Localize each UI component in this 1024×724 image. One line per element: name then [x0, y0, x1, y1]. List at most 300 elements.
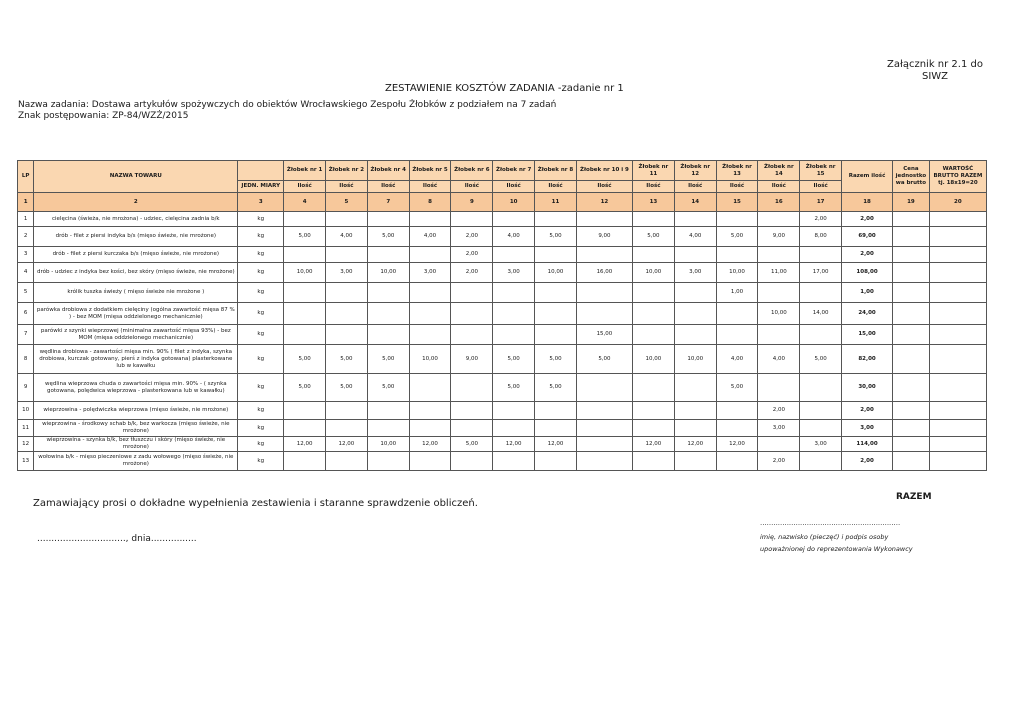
total-value-header: WARTOŚĆ BRUTTO RAZEM tj. 18x19=20	[929, 161, 986, 193]
cost-table	[17, 160, 987, 471]
table-row	[18, 345, 987, 374]
row-qty-cell	[326, 402, 368, 420]
lp-header: LP	[18, 161, 34, 193]
page-title: ZESTAWIENIE KOSZTÓW ZADANIA -zadanie nr 1	[385, 83, 624, 94]
row-qty-cell	[451, 325, 493, 345]
nursery-header: Żłobek nr 7	[493, 161, 535, 181]
row-qty-cell	[493, 247, 535, 263]
row-value-cell[interactable]	[929, 283, 986, 303]
row-qty-cell: 3,00	[326, 263, 368, 283]
row-qty-cell	[632, 402, 674, 420]
row-qty-cell: 5,00	[326, 374, 368, 402]
row-qty-cell	[451, 452, 493, 471]
row-qty-cell: 5,00	[493, 345, 535, 374]
col-number: 14	[674, 193, 716, 212]
row-qty-cell: 5,00	[632, 227, 674, 247]
col-number: 13	[632, 193, 674, 212]
row-qty-cell: 5,00	[367, 374, 409, 402]
row-qty-cell	[632, 303, 674, 325]
row-qty-cell	[451, 402, 493, 420]
row-qty-cell	[493, 303, 535, 325]
row-qty-cell: 2,00	[800, 212, 842, 227]
row-qty-cell	[535, 247, 577, 263]
row-qty-cell	[409, 402, 451, 420]
row-name: wieprzowina - polędwiczka wieprzowa (mięso świeże, nie mrożone)	[34, 402, 238, 420]
row-qty-cell	[758, 325, 800, 345]
row-qty-cell	[326, 452, 368, 471]
task-name: Nazwa zadania: Dostawa artykułów spożywczych do obiektów Wrocławskiego Zespołu Żłobków z podziałem na 7 zadań	[18, 100, 557, 110]
signature-line: ...............................................................	[760, 519, 901, 527]
row-lp: 4	[18, 263, 34, 283]
row-qty-cell	[409, 212, 451, 227]
row-qty-cell: 12,00	[284, 437, 326, 452]
row-qty-cell: 5,00	[284, 374, 326, 402]
row-name: parówki z szynki wieprzowej (minimalna zawartość mięsa 93%) - bez MOM (mięsa oddzielonego mechanicznie)	[34, 325, 238, 345]
row-qty-cell	[367, 303, 409, 325]
row-qty-cell	[632, 452, 674, 471]
nursery-header: Żłobek nr 15	[800, 161, 842, 181]
col-number: 8	[409, 193, 451, 212]
row-qty-cell: 12,00	[674, 437, 716, 452]
row-unit-price-cell[interactable]	[893, 247, 930, 263]
table-row	[18, 303, 987, 325]
row-lp: 10	[18, 402, 34, 420]
qty-header: Ilość	[576, 181, 632, 193]
row-qty-cell: 5,00	[284, 227, 326, 247]
qty-header: Ilość	[493, 181, 535, 193]
row-qty-cell	[674, 452, 716, 471]
row-qty-cell	[284, 283, 326, 303]
row-qty-cell	[535, 325, 577, 345]
row-lp: 8	[18, 345, 34, 374]
row-qty-cell: 4,00	[716, 345, 758, 374]
row-unit-price-cell[interactable]	[893, 263, 930, 283]
row-qty-cell	[409, 420, 451, 437]
row-unit-price-cell[interactable]	[893, 452, 930, 471]
row-qty-cell: 12,00	[493, 437, 535, 452]
row-qty-cell	[451, 283, 493, 303]
row-qty-cell	[674, 247, 716, 263]
row-value-cell[interactable]	[929, 325, 986, 345]
row-qty-cell: 12,00	[409, 437, 451, 452]
row-qty-cell	[326, 303, 368, 325]
col-number: 17	[800, 193, 842, 212]
row-total: 114,00	[842, 437, 893, 452]
row-qty-cell	[284, 452, 326, 471]
qty-header: Ilość	[535, 181, 577, 193]
row-qty-cell	[326, 420, 368, 437]
row-qty-cell: 2,00	[758, 452, 800, 471]
row-qty-cell: 10,00	[367, 437, 409, 452]
row-total: 69,00	[842, 227, 893, 247]
qty-header: Ilość	[284, 181, 326, 193]
qty-header: Ilość	[409, 181, 451, 193]
row-qty-cell	[674, 303, 716, 325]
row-qty-cell	[367, 325, 409, 345]
row-total: 108,00	[842, 263, 893, 283]
row-unit-price-cell[interactable]	[893, 374, 930, 402]
row-qty-cell: 5,00	[284, 345, 326, 374]
row-unit: kg	[238, 263, 284, 283]
row-unit-price-cell[interactable]	[893, 227, 930, 247]
signature-caption-2: upoważnionej do reprezentowania Wykonawcy	[760, 545, 913, 553]
row-qty-cell: 9,00	[451, 345, 493, 374]
row-qty-cell	[535, 212, 577, 227]
row-qty-cell	[716, 420, 758, 437]
col-number: 7	[367, 193, 409, 212]
row-name: parówka drobiowa z dodatkiem cielęciny (ogólna zawartość mięsa 87 % ) - bez MOM (mięsa oddzielonego mechanicznie)	[34, 303, 238, 325]
razem-label: RAZEM	[896, 492, 932, 502]
row-value-cell[interactable]	[929, 263, 986, 283]
qty-header: Ilość	[716, 181, 758, 193]
row-qty-cell	[535, 283, 577, 303]
row-qty-cell	[493, 452, 535, 471]
row-qty-cell	[409, 374, 451, 402]
col-number: 5	[326, 193, 368, 212]
row-qty-cell	[451, 374, 493, 402]
row-unit: kg	[238, 437, 284, 452]
row-value-cell[interactable]	[929, 402, 986, 420]
row-qty-cell: 5,00	[716, 227, 758, 247]
row-qty-cell	[284, 325, 326, 345]
row-qty-cell	[451, 420, 493, 437]
row-qty-cell: 5,00	[367, 227, 409, 247]
row-qty-cell	[674, 325, 716, 345]
row-name: drób - filet z piersi kurczaka b/s (mięso świeże, nie mrożone)	[34, 247, 238, 263]
row-qty-cell: 10,00	[632, 263, 674, 283]
row-total: 3,00	[842, 420, 893, 437]
nursery-header: Żłobek nr 13	[716, 161, 758, 181]
row-qty-cell	[716, 247, 758, 263]
row-lp: 2	[18, 227, 34, 247]
instruction-note: Zamawiający prosi o dokładne wypełnienia zestawienia i staranne sprawdzenie obliczeń.	[33, 498, 478, 509]
row-total: 2,00	[842, 402, 893, 420]
row-qty-cell: 5,00	[493, 374, 535, 402]
row-qty-cell	[451, 212, 493, 227]
row-qty-cell: 9,00	[576, 227, 632, 247]
row-qty-cell: 10,00	[674, 345, 716, 374]
row-qty-cell	[409, 283, 451, 303]
nursery-header: Żłobek nr 8	[535, 161, 577, 181]
col-number: 9	[451, 193, 493, 212]
col-number: 18	[842, 193, 893, 212]
qty-header: Ilość	[451, 181, 493, 193]
row-qty-cell	[535, 303, 577, 325]
row-qty-cell: 4,00	[409, 227, 451, 247]
col-number: 19	[893, 193, 930, 212]
row-value-cell[interactable]	[929, 303, 986, 325]
row-qty-cell	[409, 303, 451, 325]
row-name: drób - udziec z indyka bez kości, bez skóry (mięso świeże, nie mrożone)	[34, 263, 238, 283]
row-qty-cell	[451, 303, 493, 325]
name-header: NAZWA TOWARU	[34, 161, 238, 193]
column-number-row	[18, 193, 987, 212]
table-row	[18, 247, 987, 263]
nursery-header: Żłobek nr 11	[632, 161, 674, 181]
row-value-cell[interactable]	[929, 420, 986, 437]
row-qty-cell	[758, 212, 800, 227]
unit-header: JEDN. MIARY	[238, 181, 284, 193]
row-qty-cell	[800, 283, 842, 303]
qty-header: Ilość	[758, 181, 800, 193]
row-unit: kg	[238, 227, 284, 247]
row-qty-cell: 5,00	[716, 374, 758, 402]
row-qty-cell	[576, 374, 632, 402]
table-row	[18, 263, 987, 283]
row-qty-cell	[632, 247, 674, 263]
row-qty-cell: 9,00	[758, 227, 800, 247]
row-qty-cell	[716, 325, 758, 345]
row-qty-cell	[535, 420, 577, 437]
qty-header: Ilość	[800, 181, 842, 193]
row-qty-cell	[493, 420, 535, 437]
row-unit: kg	[238, 402, 284, 420]
row-qty-cell	[576, 452, 632, 471]
row-name: królik tuszka świeży ( mięso świeże nie mrożone )	[34, 283, 238, 303]
table-row	[18, 374, 987, 402]
row-qty-cell: 2,00	[451, 227, 493, 247]
row-unit: kg	[238, 303, 284, 325]
table-row	[18, 402, 987, 420]
row-lp: 3	[18, 247, 34, 263]
row-qty-cell: 5,00	[576, 345, 632, 374]
row-qty-cell: 12,00	[716, 437, 758, 452]
row-qty-cell	[758, 283, 800, 303]
row-qty-cell: 5,00	[367, 345, 409, 374]
row-value-cell[interactable]	[929, 227, 986, 247]
row-qty-cell	[409, 325, 451, 345]
row-qty-cell	[535, 402, 577, 420]
row-qty-cell	[576, 247, 632, 263]
row-qty-cell: 12,00	[632, 437, 674, 452]
row-value-cell[interactable]	[929, 374, 986, 402]
row-qty-cell	[674, 420, 716, 437]
row-qty-cell: 16,00	[576, 263, 632, 283]
row-value-cell[interactable]	[929, 247, 986, 263]
row-unit-price-cell[interactable]	[893, 325, 930, 345]
col-number: 11	[535, 193, 577, 212]
table-row	[18, 283, 987, 303]
annex-label: Załącznik nr 2.1 do SIWZ	[887, 59, 983, 82]
row-qty-cell	[326, 247, 368, 263]
row-qty-cell	[284, 247, 326, 263]
table-row	[18, 212, 987, 227]
signature-caption-1: imię, nazwisko (pieczęć) i podpis osoby	[760, 533, 889, 541]
row-qty-cell	[326, 212, 368, 227]
row-qty-cell: 2,00	[451, 263, 493, 283]
row-unit: kg	[238, 212, 284, 227]
col-number: 20	[929, 193, 986, 212]
row-qty-cell: 4,00	[758, 345, 800, 374]
row-qty-cell: 5,00	[800, 345, 842, 374]
row-unit-price-cell[interactable]	[893, 420, 930, 437]
row-qty-cell: 10,00	[716, 263, 758, 283]
row-qty-cell: 3,00	[800, 437, 842, 452]
row-lp: 9	[18, 374, 34, 402]
row-total: 1,00	[842, 283, 893, 303]
row-qty-cell	[367, 420, 409, 437]
row-total: 2,00	[842, 247, 893, 263]
row-qty-cell	[367, 402, 409, 420]
row-qty-cell	[632, 212, 674, 227]
row-qty-cell: 14,00	[800, 303, 842, 325]
col-number: 3	[238, 193, 284, 212]
row-unit-price-cell[interactable]	[893, 345, 930, 374]
row-qty-cell	[576, 437, 632, 452]
row-qty-cell	[758, 247, 800, 263]
row-total: 30,00	[842, 374, 893, 402]
row-qty-cell	[716, 452, 758, 471]
col-number: 15	[716, 193, 758, 212]
row-qty-cell	[758, 437, 800, 452]
qty-header: Ilość	[367, 181, 409, 193]
row-unit: kg	[238, 374, 284, 402]
unit-header-top	[238, 161, 284, 181]
col-number: 2	[34, 193, 238, 212]
row-qty-cell: 5,00	[451, 437, 493, 452]
row-qty-cell	[576, 420, 632, 437]
row-qty-cell	[800, 374, 842, 402]
row-qty-cell	[576, 212, 632, 227]
table-row	[18, 437, 987, 452]
nursery-header: Żłobek nr 10 i 9	[576, 161, 632, 181]
row-qty-cell	[493, 402, 535, 420]
row-qty-cell: 1,00	[716, 283, 758, 303]
row-qty-cell	[576, 303, 632, 325]
row-qty-cell	[758, 374, 800, 402]
row-name: wędlina wieprzowa chuda o zawartości mięsa min. 90% - ( szynka gotowana, polędwica wieprzowa - plasterkowana lub w kawałku)	[34, 374, 238, 402]
row-total: 82,00	[842, 345, 893, 374]
row-qty-cell: 10,00	[367, 263, 409, 283]
qty-header: Ilość	[632, 181, 674, 193]
row-unit: kg	[238, 420, 284, 437]
row-lp: 12	[18, 437, 34, 452]
row-qty-cell	[535, 452, 577, 471]
row-qty-cell	[674, 402, 716, 420]
row-qty-cell	[284, 420, 326, 437]
row-qty-cell	[409, 452, 451, 471]
row-qty-cell: 15,00	[576, 325, 632, 345]
col-number: 1	[18, 193, 34, 212]
total-qty-header: Razem ilość	[842, 161, 893, 193]
col-number: 4	[284, 193, 326, 212]
row-total: 2,00	[842, 452, 893, 471]
row-qty-cell: 10,00	[535, 263, 577, 283]
row-qty-cell: 4,00	[674, 227, 716, 247]
row-qty-cell: 12,00	[326, 437, 368, 452]
row-name: wędlina drobiowa - zawartości mięsa min. 90% ( filet z indyka, szynka drobiowa, kurczak gotowany, pierś z indyka gotowana) plasterkowane lub w kawałku	[34, 345, 238, 374]
row-qty-cell	[674, 283, 716, 303]
row-qty-cell	[800, 420, 842, 437]
row-qty-cell: 3,00	[674, 263, 716, 283]
row-qty-cell	[576, 283, 632, 303]
row-unit-price-cell[interactable]	[893, 402, 930, 420]
row-value-cell[interactable]	[929, 452, 986, 471]
col-number: 12	[576, 193, 632, 212]
row-qty-cell	[800, 402, 842, 420]
row-qty-cell	[284, 212, 326, 227]
nursery-header: Żłobek nr 2	[326, 161, 368, 181]
row-unit: kg	[238, 325, 284, 345]
row-unit: kg	[238, 452, 284, 471]
place-date-line: ..............................., dnia................	[37, 534, 197, 544]
row-qty-cell: 12,00	[535, 437, 577, 452]
row-qty-cell	[367, 212, 409, 227]
row-qty-cell: 5,00	[535, 227, 577, 247]
row-qty-cell	[632, 283, 674, 303]
row-qty-cell	[576, 402, 632, 420]
row-unit: kg	[238, 247, 284, 263]
row-qty-cell	[716, 402, 758, 420]
row-qty-cell	[716, 303, 758, 325]
row-name: wieprzowina - środkowy schab b/k, bez warkocza (mięso świeże, nie mrożone)	[34, 420, 238, 437]
row-qty-cell	[284, 402, 326, 420]
row-qty-cell: 10,00	[632, 345, 674, 374]
row-unit: kg	[238, 345, 284, 374]
row-qty-cell	[409, 247, 451, 263]
row-lp: 5	[18, 283, 34, 303]
qty-header: Ilość	[674, 181, 716, 193]
row-qty-cell	[800, 247, 842, 263]
row-qty-cell	[632, 325, 674, 345]
nursery-header: Żłobek nr 14	[758, 161, 800, 181]
row-qty-cell	[632, 420, 674, 437]
row-qty-cell: 17,00	[800, 263, 842, 283]
row-qty-cell: 5,00	[326, 345, 368, 374]
row-qty-cell	[632, 374, 674, 402]
row-unit-price-cell[interactable]	[893, 303, 930, 325]
row-qty-cell	[800, 452, 842, 471]
row-unit-price-cell[interactable]	[893, 212, 930, 227]
row-qty-cell	[284, 303, 326, 325]
row-value-cell[interactable]	[929, 212, 986, 227]
col-number: 16	[758, 193, 800, 212]
table-row	[18, 227, 987, 247]
proceeding-ref: Znak postępowania: ZP-84/WZŻ/2015	[18, 111, 189, 121]
nursery-header: Żłobek nr 5	[409, 161, 451, 181]
row-qty-cell	[800, 325, 842, 345]
row-qty-cell	[367, 452, 409, 471]
row-qty-cell	[493, 212, 535, 227]
row-qty-cell	[326, 325, 368, 345]
row-qty-cell: 3,00	[409, 263, 451, 283]
nursery-header: Żłobek nr 12	[674, 161, 716, 181]
row-lp: 13	[18, 452, 34, 471]
unit-price-header: Cena jednostko wa brutto	[893, 161, 930, 193]
row-qty-cell	[493, 283, 535, 303]
row-unit-price-cell[interactable]	[893, 437, 930, 452]
row-qty-cell: 2,00	[451, 247, 493, 263]
row-qty-cell: 5,00	[535, 345, 577, 374]
row-name: wołowina b/k - mięso pieczeniowe z zadu wołowego (mięso świeże, nie mrożone)	[34, 452, 238, 471]
row-qty-cell	[674, 374, 716, 402]
row-qty-cell	[367, 247, 409, 263]
row-qty-cell: 10,00	[758, 303, 800, 325]
header-row	[18, 161, 987, 181]
row-qty-cell: 5,00	[535, 374, 577, 402]
row-value-cell[interactable]	[929, 345, 986, 374]
row-qty-cell: 4,00	[493, 227, 535, 247]
row-lp: 6	[18, 303, 34, 325]
nursery-header: Żłobek nr 1	[284, 161, 326, 181]
row-qty-cell: 2,00	[758, 402, 800, 420]
row-qty-cell: 4,00	[326, 227, 368, 247]
row-value-cell[interactable]	[929, 437, 986, 452]
row-total: 2,00	[842, 212, 893, 227]
table-row	[18, 420, 987, 437]
row-lp: 11	[18, 420, 34, 437]
row-unit-price-cell[interactable]	[893, 283, 930, 303]
